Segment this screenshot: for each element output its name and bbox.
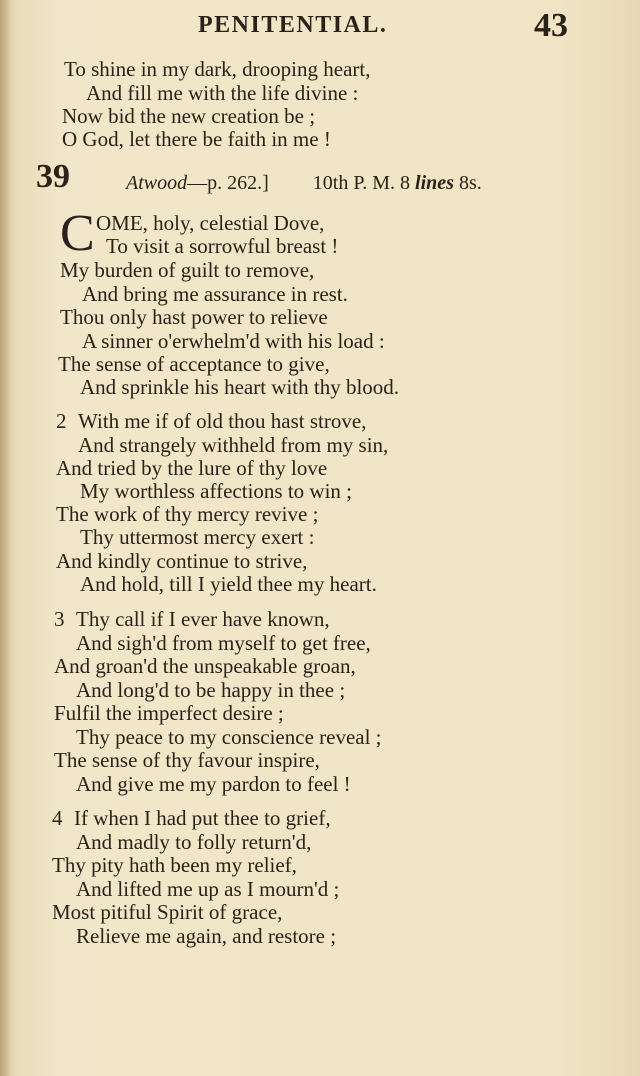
stanza1-line: Thou only hast power to relieve xyxy=(60,305,328,329)
tune-line xyxy=(126,172,482,195)
stanza2-line: And strangely withheld from my sin, xyxy=(78,433,389,457)
stanza2-line: And kindly continue to strive, xyxy=(56,549,308,573)
stanza4-line: Relieve me again, and restore ; xyxy=(76,924,337,948)
stanza-number: 3 xyxy=(54,607,65,631)
stanza3-line: And sigh'd from myself to get free, xyxy=(76,631,371,655)
stanza2-first-line xyxy=(56,409,366,433)
stanza1-line: And bring me assurance in rest. xyxy=(82,282,348,306)
meter-lines: lines xyxy=(415,172,454,194)
stanza2-line: With me if of old thou hast strove, xyxy=(78,409,367,433)
prev-hymn-line: And fill me with the life divine : xyxy=(86,81,359,105)
stanza2-line: Thy uttermost mercy exert : xyxy=(80,525,315,549)
stanza1-line: The sense of acceptance to give, xyxy=(58,352,330,376)
stanza3-line: Thy call if I ever have known, xyxy=(76,607,330,631)
stanza-number: 4 xyxy=(52,806,63,830)
stanza4-line: Most pitiful Spirit of grace, xyxy=(52,900,283,924)
hymn-number: 39 xyxy=(36,158,70,195)
stanza4-line: If when I had put thee to grief, xyxy=(74,806,331,830)
page-header xyxy=(0,6,640,46)
stanza3-line: And long'd to be happy in thee ; xyxy=(76,678,346,702)
stanza4-line: And madly to folly return'd, xyxy=(76,830,312,854)
stanza2-line: And tried by the lure of thy love xyxy=(56,456,328,480)
stanza1-first-line: OME, holy, celestial Dove, xyxy=(96,211,325,235)
stanza1-line: My burden of guilt to remove, xyxy=(60,258,315,282)
drop-cap: C xyxy=(60,205,95,262)
prev-hymn-line: Now bid the new creation be ; xyxy=(62,104,316,128)
stanza-number: 2 xyxy=(56,409,67,433)
running-head: PENITENTIAL. xyxy=(198,12,388,38)
stanza3-line: The sense of thy favour inspire, xyxy=(54,748,320,772)
prev-hymn-line: O God, let there be faith in me ! xyxy=(62,127,331,151)
stanza4-line: Thy pity hath been my relief, xyxy=(52,853,297,877)
stanza1-line: To visit a sorrowful breast ! xyxy=(106,234,339,258)
stanza2-line: My worthless affections to win ; xyxy=(80,479,352,503)
stanza2-line: And hold, till I yield thee my heart. xyxy=(80,572,377,596)
stanza1-line: A sinner o'erwhelm'd with his load : xyxy=(82,329,385,353)
tune-page: —p. 262.] xyxy=(187,172,269,194)
meter: 10th P. M. 8 xyxy=(312,172,411,194)
stanza3-line: Thy peace to my conscience reveal ; xyxy=(76,725,382,749)
stanza3-line: And groan'd the unspeakable groan, xyxy=(54,654,356,678)
stanza3-first-line xyxy=(54,607,330,631)
meter-suffix: 8s. xyxy=(458,172,482,194)
stanza2-line: The work of thy mercy revive ; xyxy=(56,502,319,526)
stanza3-line: Fulfil the imperfect desire ; xyxy=(54,701,284,725)
page-number: 43 xyxy=(534,7,568,44)
stanza4-line: And lifted me up as I mourn'd ; xyxy=(76,877,340,901)
page-gutter xyxy=(0,0,10,1076)
stanza4-first-line xyxy=(52,806,331,830)
stanza1-line: And sprinkle his heart with thy blood. xyxy=(80,375,400,399)
stanza3-line: And give me my pardon to feel ! xyxy=(76,772,351,796)
tune-name: Atwood xyxy=(126,172,188,194)
prev-hymn-line: To shine in my dark, drooping heart, xyxy=(64,57,371,81)
